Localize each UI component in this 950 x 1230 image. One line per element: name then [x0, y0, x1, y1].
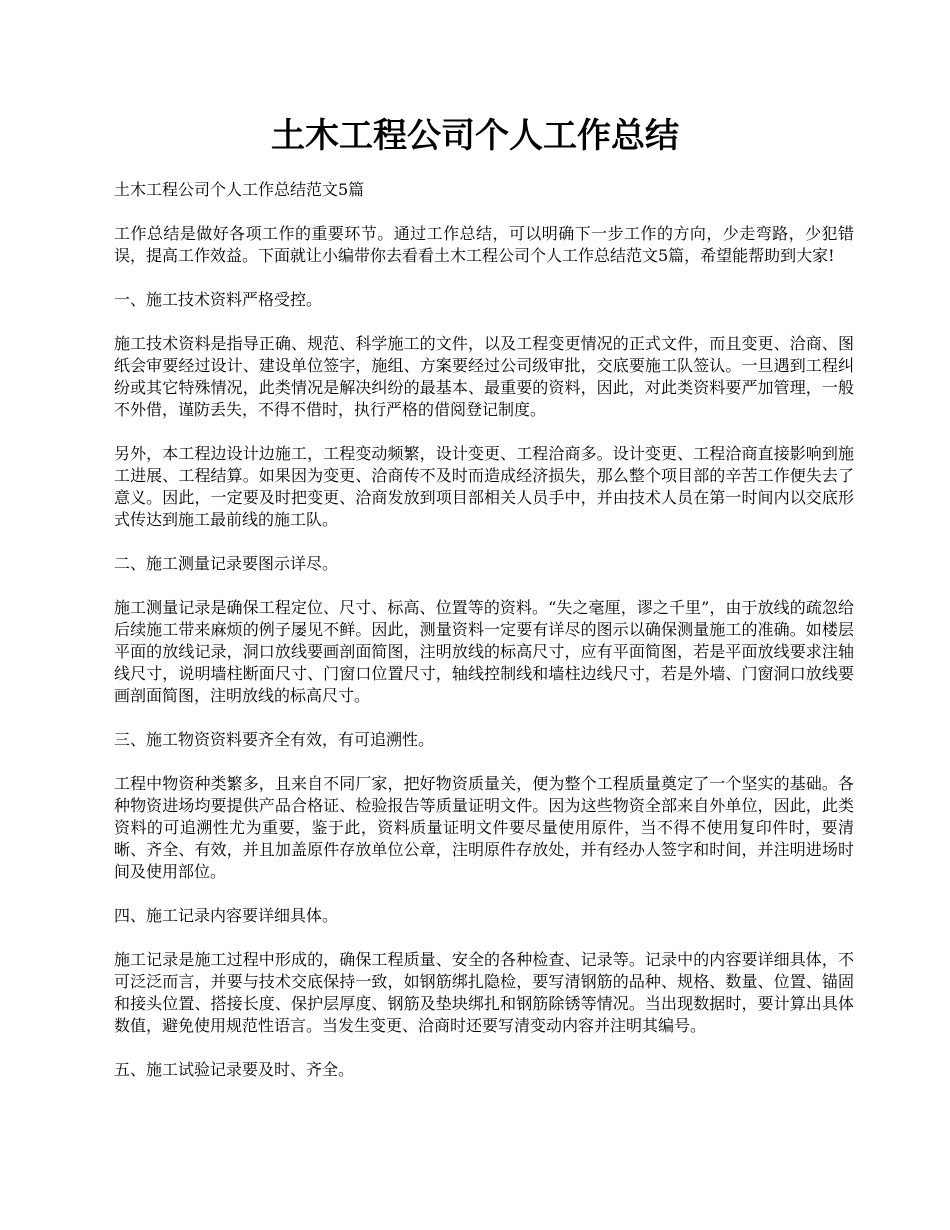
section-heading-2: 二、施工测量记录要图示详尽。 [114, 554, 339, 573]
body-paragraph: 工程中物资种类繁多，且来自不同厂家，把好物资质量关，便为整个工程质量奠定了一个坚实的基础。各种物资进场均要提供产品合格证、检验报告等质量证明文件。因为这些物资全部来自外单位，因此，此类资料的可追溯性尤为重要，鉴于此，资料质量证明文件要尽量使用原件，当不得不使用复印件时，要清晰、齐全、有效，并且加盖原件存放单位公章，注明原件存放处，并有经办人签字和时间，并注明进场时间及使用部位。 [114, 774, 854, 881]
body-paragraph: 施工测量记录是确保工程定位、尺寸、标高、位置等的资料。“失之毫厘，谬之千里”，由于放线的疏忽给后续施工带来麻烦的例子屡见不鲜。因此，测量资料一定要有详尽的图示以确保测量施工的准确。如楼层平面的放线记录，洞口放线要画剖面简图，注明放线的标高尺寸，应有平面简图，若是平面放线要求注轴线尺寸，说明墙柱断面尺寸、门窗口位置尺寸，轴线控制线和墙柱边线尺寸，若是外墙、门窗洞口放线要画剖面简图，注明放线的标高尺寸。 [114, 598, 854, 705]
intro-paragraph: 工作总结是做好各项工作的重要环节。通过工作总结，可以明确下一步工作的方向，少走弯路，少犯错误，提高工作效益。下面就让小编带你去看看土木工程公司个人工作总结范文5篇，希望能帮助到大家! [114, 224, 854, 265]
body-paragraph: 施工记录是施工过程中形成的，确保工程质量、安全的各种检查、记录等。记录中的内容要详细具体，不可泛泛而言，并要与技术交底保持一致，如钢筋绑扎隐检，要写清钢筋的品种、规格、数量、位置、锚固和接头位置、搭接长度、保护层厚度、钢筋及垫块绑扎和钢筋除锈等情况。当出现数据时，要计算出具体数值，避免使用规范性语言。当发生变更、洽商时还要写清变动内容并注明其编号。 [114, 950, 854, 1035]
section-heading-5: 五、施工试验记录要及时、齐全。 [114, 1060, 355, 1079]
document-title: 土木工程公司个人工作总结 [271, 116, 679, 156]
subtitle-paragraph: 土木工程公司个人工作总结范文5篇 [114, 180, 365, 199]
section-heading-4: 四、施工记录内容要详细具体。 [114, 906, 339, 925]
body-paragraph: 另外，本工程边设计边施工，工程变动频繁，设计变更、工程洽商多。设计变更、工程洽商直接影响到施工进展、工程结算。如果因为变更、洽商传不及时而造成经济损失，那么整个项目部的辛苦工作便失去了意义。因此，一定要及时把变更、洽商发放到项目部相关人员手中，并由技术人员在第一时间内以交底形式传达到施工最前线的施工队。 [114, 444, 854, 529]
section-heading-1: 一、施工技术资料严格受控。 [114, 290, 323, 309]
body-paragraph: 施工技术资料是指导正确、规范、科学施工的文件，以及工程变更情况的正式文件，而且变更、洽商、图纸会审要经过设计、建设单位签字，施组、方案要经过公司级审批，交底要施工队签认。一旦遇到工程纠纷或其它特殊情况，此类情况是解决纠纷的最基本、最重要的资料，因此，对此类资料要严加管理，一般不外借，谨防丢失，不得不借时，执行严格的借阅登记制度。 [114, 334, 854, 419]
document-body [114, 179, 854, 1103]
section-heading-3: 三、施工物资资料要齐全有效，有可追溯性。 [114, 730, 435, 749]
